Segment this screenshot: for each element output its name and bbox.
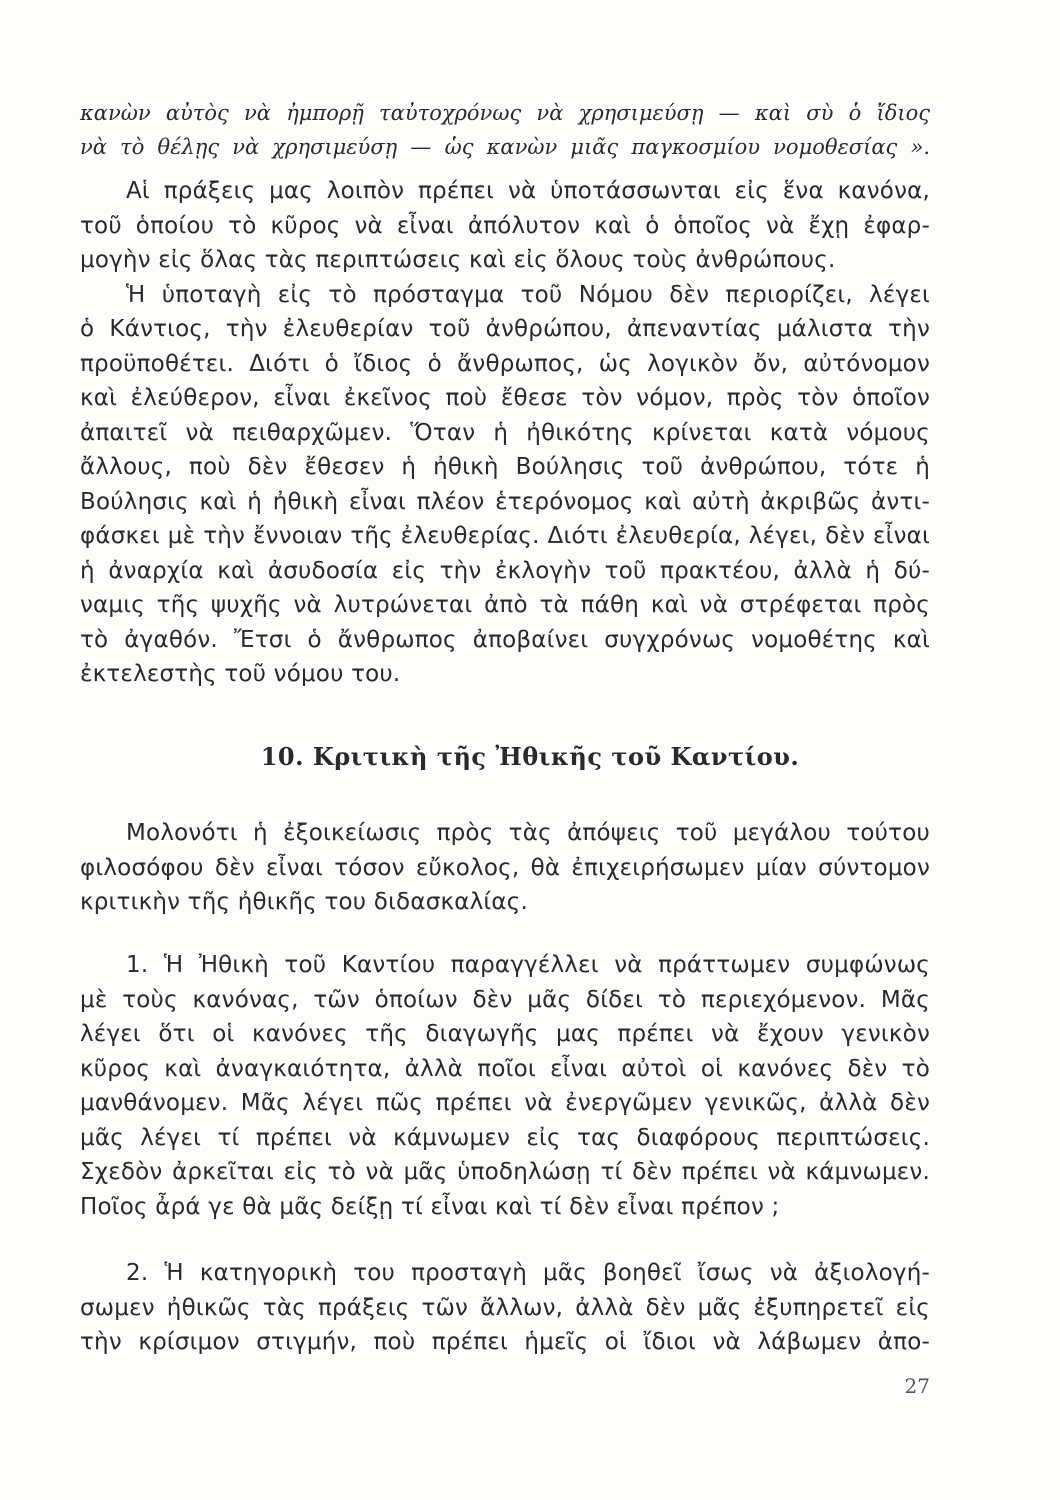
text-line: Μολονότι ἡ ἐξοικείωσις πρὸς τὰς ἀπόψεις τοῦ μεγάλου τούτου	[126, 820, 930, 846]
text-line: μὲ τοὺς κανόνας, τῶν ὁποίων δὲν μᾶς δίδει τὸ περιεχόμενον. Μᾶς	[80, 986, 930, 1013]
paragraph-point-1	[80, 948, 930, 1224]
text-line: μογὴν εἰς ὅλας τὰς περιπτώσεις καὶ εἰς ὅλους τοὺς ἀνθρώπους.	[80, 247, 836, 273]
text-line: 2. Ἡ κατηγορικὴ του προσταγὴ μᾶς βοηθεῖ ἴσως νὰ ἀξιολογή-	[126, 1260, 930, 1286]
paragraph-point-2	[80, 1256, 930, 1360]
text-line: Βούλησις καὶ ἡ ἠθικὴ εἶναι πλέον ἑτερόνομος καὶ αὐτὴ ἀκριβῶς ἀντι-	[80, 488, 930, 515]
text-line: κῦρος καὶ ἀναγκαιότητα, ἀλλὰ ποῖοι εἶναι αὐτοὶ οἱ κανόνες δὲν τὸ	[80, 1055, 930, 1082]
text-line: τοῦ ὁποίου τὸ κῦρος νὰ εἶναι ἀπόλυτον καὶ ὁ ὁποῖος νὰ ἔχῃ ἐφαρ-	[80, 212, 930, 239]
paragraph-autonomy	[80, 174, 930, 692]
text-line: φάσκει μὲ τὴν ἔννοιαν τῆς ἐλευθερίας. Διότι ἐλευθερία, λέγει, δὲν εἶναι	[80, 523, 930, 549]
text-line: προϋποθέτει. Διότι ὁ ἴδιος ὁ ἄνθρωπος, ὡς λογικὸν ὄν, αὐτόνομον	[80, 350, 930, 377]
text-line: Σχεδὸν ἀρκεῖται εἰς τὸ νὰ μᾶς ὑποδηλώσῃ τί δὲν πρέπει νὰ κάμνωμεν.	[80, 1159, 930, 1185]
paragraph-critique-intro	[80, 816, 930, 920]
text-line: ἐκτελεστὴς τοῦ νόμου του.	[80, 661, 401, 687]
quote-line: κανὼν αὐτὸς νὰ ἠμπορῇ ταὐτοχρόνως νὰ χρησιμεύσῃ — καὶ σὺ ὁ ἴδιος	[80, 101, 930, 125]
text-line: Ἡ ὑποταγὴ εἰς τὸ πρόσταγμα τοῦ Νόμου δὲν περιορίζει, λέγει	[126, 281, 930, 308]
text-line: σωμεν ἠθικῶς τὰς πράξεις τῶν ἄλλων, ἀλλὰ δὲν μᾶς ἐξυπηρετεῖ εἰς	[80, 1294, 930, 1321]
text-line: καὶ ἐλεύθερον, εἶναι ἐκεῖνος ποὺ ἔθεσε τὸν νόμον, πρὸς τὸν ὁποῖον	[80, 385, 930, 411]
text-line: Αἱ πράξεις μας λοιπὸν πρέπει νὰ ὑποτάσσωνται εἰς ἕνα κανόνα,	[126, 178, 930, 204]
text-line: τὴν κρίσιμον στιγμήν, ποὺ πρέπει ἡμεῖς οἱ ἴδιοι νὰ λάβωμεν ἀπο-	[80, 1329, 930, 1355]
quote-line: νὰ τὸ θέλῃς νὰ χρησιμεύσῃ — ὡς κανὼν μιᾶς παγκοσμίου νομοθεσίας ».	[80, 135, 930, 159]
kant-quote-ending	[80, 96, 930, 164]
text-line: ὁ Κάντιος, τὴν ἐλευθερίαν τοῦ ἀνθρώπου, ἀπεναντίας μάλιστα τὴν	[80, 316, 930, 342]
section-heading: 10. Κριτικὴ τῆς Ἠθικῆς τοῦ Καντίου.	[260, 742, 800, 771]
page-number: 27	[904, 1374, 930, 1398]
text-line: κριτικὴν τῆς ἠθικῆς του διδασκαλίας.	[80, 889, 528, 915]
text-line: Ποῖος ἆρά γε θὰ μᾶς δείξῃ τί εἶναι καὶ τί δὲν εἶναι πρέπον ;	[80, 1193, 780, 1220]
text-line: τὸ ἀγαθόν. Ἔτσι ὁ ἄνθρωπος ἀποβαίνει συγχρόνως νομοθέτης καὶ	[80, 626, 930, 653]
text-line: ἀπαιτεῖ νὰ πειθαρχῶμεν. Ὅταν ἡ ἠθικότης κρίνεται κατὰ νόμους	[80, 419, 930, 446]
text-line: ναμις τῆς ψυχῆς νὰ λυτρώνεται ἀπὸ τὰ πάθη καὶ νὰ στρέφεται πρὸς	[80, 592, 930, 618]
text-line: ἡ ἀναρχία καὶ ἀσυδοσία εἰς τὴν ἐκλογὴν τοῦ πρακτέου, ἀλλὰ ἡ δύ-	[80, 557, 930, 584]
text-line: λέγει ὅτι οἱ κανόνες τῆς διαγωγῆς μας πρέπει νὰ ἔχουν γενικὸν	[80, 1021, 930, 1047]
text-line: μανθάνομεν. Μᾶς λέγει πῶς πρέπει νὰ ἐνεργῶμεν γενικῶς, ἀλλὰ δὲν	[80, 1090, 930, 1116]
text-line: μᾶς λέγει τί πρέπει νὰ κάμνωμεν εἰς τας διαφόρους περιπτώσεις.	[80, 1124, 930, 1151]
text-line: ἄλλους, ποὺ δὲν ἔθεσεν ἡ ἠθικὴ Βούλησις τοῦ ἀνθρώπου, τότε ἡ	[80, 454, 930, 480]
text-line: 1. Ἡ Ἠθικὴ τοῦ Καντίου παραγγέλλει νὰ πράττωμεν συμφώνως	[126, 952, 930, 978]
text-line: φιλοσόφου δὲν εἶναι τόσον εὔκολος, θὰ ἐπιχειρήσωμεν μίαν σύντομον	[80, 854, 930, 881]
